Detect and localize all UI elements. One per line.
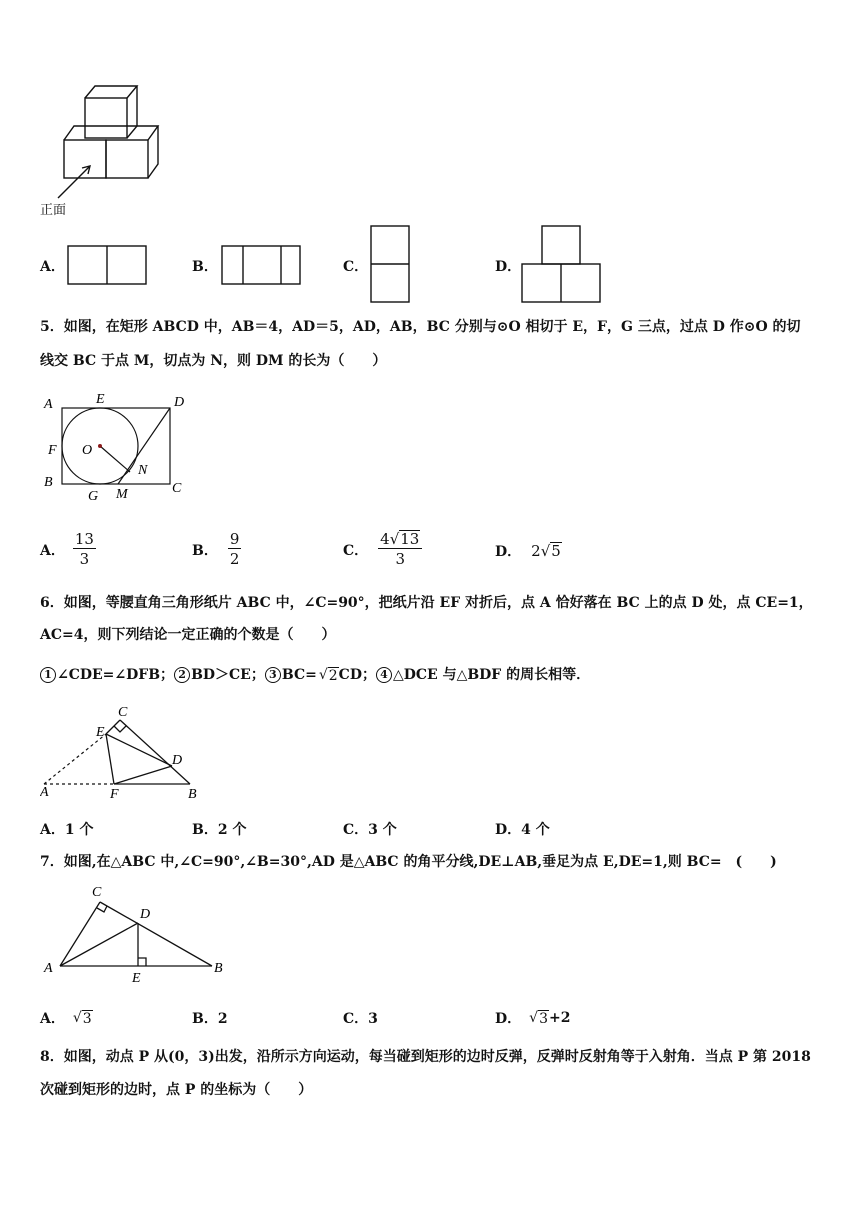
q6-label-e: E bbox=[96, 725, 105, 740]
q6-stem-line2: AC=4，则下列结论一定正确的个数是（ ） bbox=[40, 627, 336, 643]
q6-figure bbox=[40, 702, 210, 802]
q5-label-d: D bbox=[174, 395, 185, 410]
q5-option-c[interactable] bbox=[343, 530, 422, 569]
q7-option-a-prefix: A． bbox=[40, 1011, 65, 1027]
q5-label-o: O bbox=[82, 443, 93, 458]
q7-option-a[interactable] bbox=[40, 1008, 93, 1028]
q7-label-a: A bbox=[44, 961, 53, 976]
q5-option-b-prefix: B． bbox=[192, 542, 218, 559]
q6-option-b[interactable]: B．2 个 bbox=[192, 822, 247, 838]
q5-option-a-prefix: A． bbox=[40, 542, 65, 559]
q5-option-d-prefix: D． bbox=[495, 544, 522, 560]
q7-option-d[interactable] bbox=[495, 1008, 570, 1028]
q5-label-f: F bbox=[48, 443, 57, 458]
radical-sign: √ bbox=[529, 1010, 539, 1026]
q7-label-b: B bbox=[214, 961, 223, 976]
q6-option-c[interactable]: C．3 个 bbox=[343, 822, 397, 838]
q7-option-d-prefix: D． bbox=[495, 1011, 522, 1027]
q6-label-b: B bbox=[188, 787, 197, 802]
q7-label-c: C bbox=[92, 885, 102, 900]
q4-option-c-figure bbox=[369, 224, 413, 306]
q6-conclusion-2-mark: 2 bbox=[174, 667, 190, 683]
q5-option-a-den: 3 bbox=[79, 550, 90, 568]
q6-option-a[interactable]: A．1 个 bbox=[40, 822, 94, 838]
q5-label-c: C bbox=[172, 481, 182, 496]
q5-stem-line1: 5．如图，在矩形 ABCD 中，AB＝4，AD＝5，AD，AB，BC 分别与⊙O 相切于 E，F，G 三点，过点 D 作⊙O 的切 bbox=[40, 319, 801, 335]
q4-option-c-label: C． bbox=[343, 259, 369, 275]
q5-option-d-coef: 2 bbox=[531, 542, 541, 560]
radical-sign: √ bbox=[540, 542, 551, 560]
q7-stem-line1: 7．如图,在△ABC 中,∠C=90°,∠B=30°,AD 是△ABC 的角平分线,DE⊥AB,垂足为点 E,DE=1,则 BC= ( ) bbox=[40, 854, 777, 870]
q4-option-b-label: B． bbox=[192, 259, 218, 275]
radical-sign: √ bbox=[72, 1010, 82, 1026]
q5-option-b-fraction bbox=[228, 530, 242, 569]
q5-option-d[interactable] bbox=[495, 541, 562, 561]
q8-stem-line1: 8．如图，动点 P 从(0，3)出发，沿所示方向运动，每当碰到矩形的边时反弹，反弹时反射角等于入射角．当点 P 第 2018 bbox=[40, 1049, 811, 1065]
q6-conclusion-4-mark: 4 bbox=[376, 667, 392, 683]
q6-conclusion-3-mark: 3 bbox=[265, 667, 281, 683]
q7-figure bbox=[40, 880, 230, 984]
q5-label-b: B bbox=[44, 475, 53, 490]
radical-sign: √ bbox=[389, 530, 400, 548]
q6-conclusion-4: △DCE 与△BDF 的周长相等． bbox=[392, 667, 591, 683]
q5-option-b-den: 2 bbox=[229, 550, 240, 568]
q6-label-c: C bbox=[118, 705, 128, 720]
q6-conclusions bbox=[40, 658, 590, 692]
front-label: 正面 bbox=[40, 203, 67, 218]
q6-label-a: A bbox=[40, 785, 49, 800]
q6-conclusion-3-post: CD； bbox=[338, 667, 376, 683]
q5-option-c-den: 3 bbox=[395, 550, 406, 568]
q7-label-e: E bbox=[132, 971, 141, 984]
q6-conclusion-2: BD＞CE； bbox=[191, 667, 265, 683]
q5-option-c-fraction bbox=[378, 530, 422, 569]
q5-figure bbox=[40, 388, 200, 506]
q4-option-d-label: D． bbox=[495, 259, 522, 275]
q6-conclusion-3-pre: BC= bbox=[281, 667, 317, 683]
q5-label-a: A bbox=[44, 397, 53, 412]
q5-label-g: G bbox=[88, 489, 99, 504]
q6-conclusion-1: ∠CDE=∠DFB； bbox=[57, 667, 175, 683]
q4-option-d-figure bbox=[520, 224, 604, 306]
q5-option-b[interactable] bbox=[192, 530, 241, 569]
radical-sign: √ bbox=[318, 667, 328, 683]
q8-stem-line2: 次碰到矩形的边时，点 P 的坐标为（ ） bbox=[40, 1082, 313, 1098]
q5-stem-line2: 线交 BC 于点 M，切点为 N，则 DM 的长为（ ） bbox=[40, 353, 387, 369]
q6-label-f: F bbox=[110, 787, 119, 802]
q5-option-c-radicand: 13 bbox=[400, 530, 420, 548]
q5-label-m: M bbox=[116, 487, 128, 502]
q5-option-a-fraction bbox=[73, 530, 96, 569]
q6-label-d: D bbox=[172, 753, 183, 768]
q4-option-a-label: A． bbox=[40, 259, 65, 275]
q7-option-c[interactable]: C．3 bbox=[343, 1011, 378, 1027]
q5-option-c-coef: 4 bbox=[380, 530, 390, 548]
q5-option-a[interactable] bbox=[40, 530, 96, 569]
q5-option-d-radicand: 5 bbox=[551, 542, 561, 560]
q6-conclusion-1-mark: 1 bbox=[40, 667, 56, 683]
q4-option-a-figure bbox=[66, 244, 150, 286]
q6-conclusion-3-radicand: 2 bbox=[328, 667, 338, 684]
q7-option-d-post: +2 bbox=[548, 1010, 571, 1026]
q6-option-d[interactable]: D．4 个 bbox=[495, 822, 550, 838]
q7-option-d-radicand: 3 bbox=[539, 1010, 548, 1027]
q5-option-b-num: 9 bbox=[229, 530, 240, 548]
q5-label-n: N bbox=[138, 463, 148, 478]
q7-option-a-radicand: 3 bbox=[82, 1010, 92, 1027]
q6-stem-line1: 6．如图，等腰直角三角形纸片 ABC 中，∠C=90°，把纸片沿 EF 对折后，点 A 恰好落在 BC 上的点 D 处，点 CE=1， bbox=[40, 595, 813, 611]
q7-label-d: D bbox=[140, 907, 151, 922]
q4-option-b-figure bbox=[220, 244, 304, 286]
q7-option-b[interactable]: B．2 bbox=[192, 1011, 228, 1027]
q5-option-c-prefix: C． bbox=[343, 542, 369, 559]
q5-label-e: E bbox=[96, 392, 105, 407]
q5-option-a-num: 13 bbox=[74, 530, 94, 548]
